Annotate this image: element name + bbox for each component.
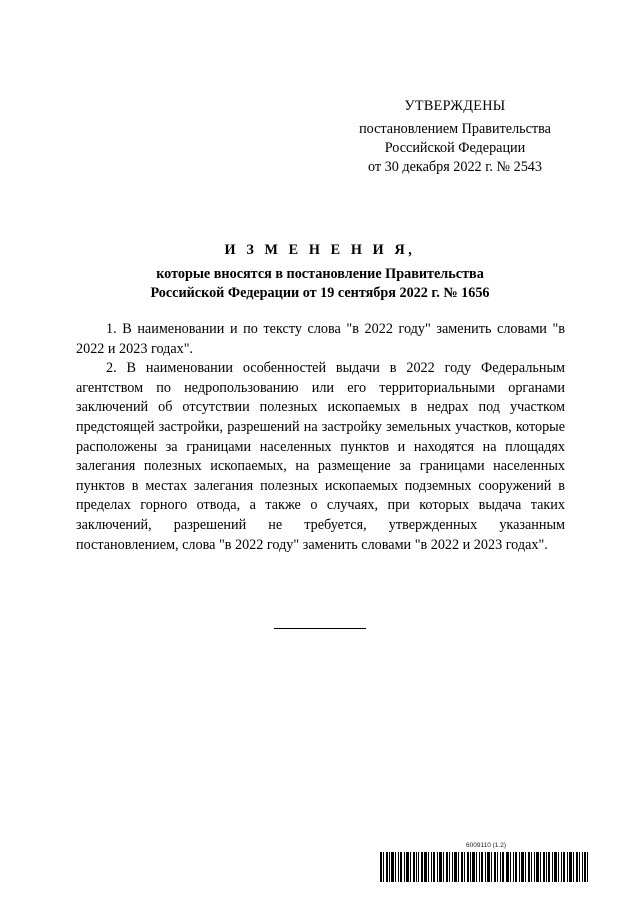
- paragraph-1: 1. В наименовании и по тексту слова "в 2022 году" заменить словами "в 2022 и 2023 годах".: [76, 321, 565, 357]
- approval-heading: УТВЕРЖДЕНЫ: [404, 98, 506, 114]
- paragraph-2: 2. В наименовании особенностей выдачи в 2022 году Федеральным агентством по недропользованию или его территориальными органами заключений об отсутствии полезных ископаемых в недрах под участком предстоящей застройки, разрешений на застройку земельных участков, которые расположены за границами населенных пунктов и находятся на площадях залегания полезных ископаемых, на размещение за границами населенных пунктов в местах залегания полезных ископаемых подземных сооружений в пределах горного отвода, а также о случаях, при которых выдача таких заключений, разрешений не требуется, утвержденных указанным постановлением, слова "в 2022 году" заменить словами "в 2022 и 2023 годах".: [76, 360, 565, 553]
- end-separator-line: [274, 628, 366, 629]
- barcode-icon: [380, 852, 588, 882]
- document-subtitle: [60, 265, 580, 303]
- document-code: 6009110 (1.2): [466, 842, 506, 849]
- subtitle-line-1: которые вносятся в постановление Правительства: [156, 266, 484, 282]
- document-body: [76, 320, 565, 555]
- approval-line-2: Российской Федерации: [384, 140, 526, 156]
- approval-line-1: постановлением Правительства: [359, 121, 551, 137]
- approval-line-3: от 30 декабря 2022 г. № 2543: [368, 159, 542, 175]
- subtitle-line-2: Российской Федерации от 19 сентября 2022 г. № 1656: [150, 285, 490, 301]
- document-title: И З М Е Н Е Н И Я,: [224, 242, 416, 258]
- approval-stamp: [344, 97, 566, 177]
